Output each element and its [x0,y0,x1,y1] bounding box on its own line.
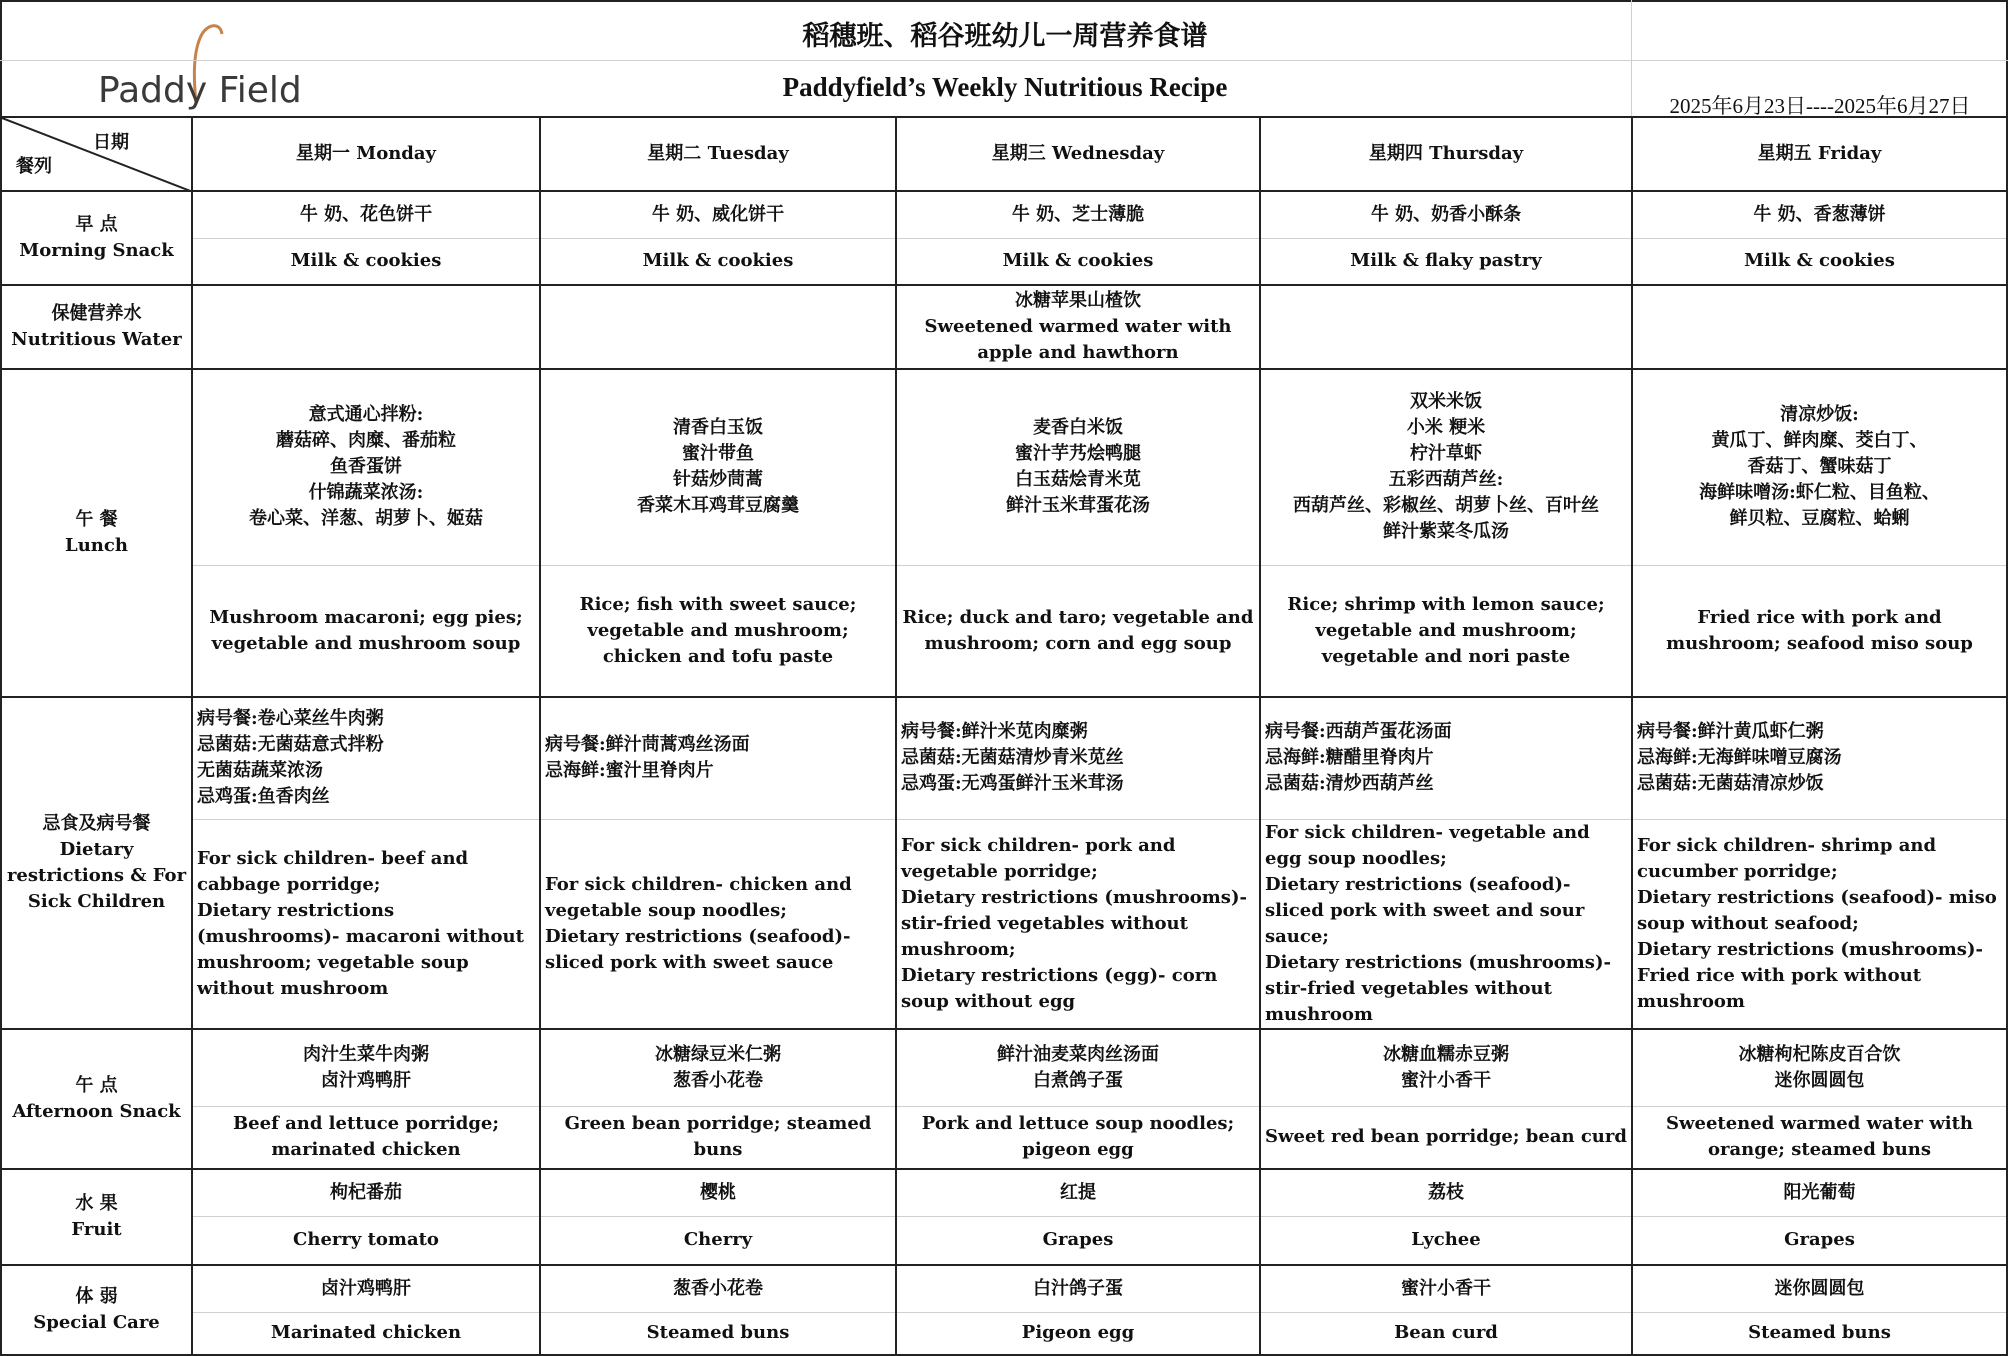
fruit-cn-fri: 阳光葡萄 [1632,1169,2007,1217]
lunch-line: 清香白玉饭 [673,417,763,439]
water-thu [1260,285,1632,369]
special-care-cn-mon: 卤汁鸡鸭肝 [192,1265,540,1313]
row-label-cn: 保健营养水 [51,303,142,324]
row-label-cn: 忌食及病号餐 [42,812,151,834]
page-title-en: Paddyfield’s Weekly Nutritious Recipe [782,72,1228,102]
lunch-line: 蘑菇碎、肉糜、番茄粒 [276,430,456,452]
row-label-en: Morning Snack [19,240,174,261]
snack-line: 卤汁鸡鸭肝 [321,1069,411,1091]
special-care-row-cn [1,1265,2007,1313]
morning-snack-cn-mon: 牛 奶、花色饼干 [192,191,540,238]
row-label-en: Nutritious Water [11,329,182,350]
lunch-en-wed: Rice; duck and taro; vegetable and mushroom; corn and egg soup [896,565,1260,697]
lunch-en-mon: Mushroom macaroni; egg pies; vegetable and mushroom soup [192,565,540,697]
morning-snack-cn-wed: 牛 奶、芝士薄脆 [896,191,1260,238]
snack-line: 冰糖枸杞陈皮百合饮 [1738,1043,1901,1065]
paddyfield-logo [80,12,310,112]
special-care-cn-wed: 白汁鸽子蛋 [896,1265,1260,1313]
morning-snack-en-wed: Milk & cookies [896,238,1260,285]
snack-line: 冰糖绿豆米仁粥 [655,1043,781,1065]
day-header-friday: 星期五 Friday [1632,117,2007,191]
fruit-en-tue: Cherry [540,1217,896,1265]
diet-row-cn [1,697,2007,819]
diet-row-en [1,819,2007,1029]
fruit-cn-thu: 荔枝 [1260,1169,1632,1217]
special-care-cn-tue: 葱香小花卷 [540,1265,896,1313]
row-label-en: Lunch [65,535,128,556]
diet-line: 忌菌菇:无菌菇意式拌粉 [197,734,384,756]
diet-line: 病号餐:卷心菜丝牛肉粥 [197,708,384,730]
fruit-cn-mon: 枸杞番茄 [192,1169,540,1217]
lunch-line: 针菇炒茼蒿 [673,469,763,491]
water-row [1,285,2007,369]
corner-meal-label: 餐列 [16,156,52,177]
lunch-en-tue: Rice; fish with sweet sauce; vegetable and mushroom; chicken and tofu paste [540,565,896,697]
special-care-en-wed: Pigeon egg [896,1313,1260,1355]
fruit-en-fri: Grapes [1632,1217,2007,1265]
morning-snack-cn-thu: 牛 奶、奶香小酥条 [1260,191,1632,238]
row-label-cn: 水 果 [75,1192,118,1214]
water-wed [896,285,1260,369]
header-date-divider [1631,0,1632,118]
morning-snack-en-tue: Milk & cookies [540,238,896,285]
afternoon-snack-row-cn [1,1029,2007,1107]
row-label-en: Special Care [33,1311,160,1333]
lunch-line: 海鲜味噌汤:虾仁粒、目鱼粒、 [1699,482,1940,504]
lunch-line: 麦香白米饭 [1033,417,1123,439]
lunch-row-en [1,565,2007,697]
diet-line: 忌菌菇:无菌菇清炒青米苋丝 [901,747,1124,769]
morning-snack-en-thu: Milk & flaky pastry [1260,238,1632,285]
snack-line: 鲜汁油麦菜肉丝汤面 [997,1043,1159,1065]
lunch-line: 蜜汁带鱼 [682,443,754,465]
morning-snack-row-cn [1,191,2007,238]
row-label-water [1,285,192,369]
day-header-monday: 星期一 Monday [192,117,540,191]
day-header-tuesday: 星期二 Tuesday [540,117,896,191]
diet-cn-mon [192,697,540,819]
diet-line: 忌鸡蛋:鱼香肉丝 [197,786,330,808]
afternoon-en-tue: Green bean porridge; steamed buns [540,1107,896,1169]
row-label-cn: 午 点 [75,1074,118,1096]
fruit-cn-wed: 红提 [896,1169,1260,1217]
row-label-cn: 早 点 [75,214,118,235]
page-title-cn: 稻穗班、稻谷班幼儿一周营养食谱 [802,21,1208,52]
day-header-wednesday: 星期三 Wednesday [896,117,1260,191]
afternoon-cn-wed [896,1029,1260,1107]
day-header-thursday: 星期四 Thursday [1260,117,1632,191]
lunch-cn-tue [540,369,896,565]
weekly-menu-table [0,116,2008,1356]
lunch-line: 香菜木耳鸡茸豆腐羹 [637,495,799,517]
lunch-line: 鱼香蛋饼 [330,456,402,478]
lunch-line: 清凉炒饭: [1780,404,1859,426]
diet-line: 病号餐:鲜汁茼蒿鸡丝汤面 [545,734,750,756]
afternoon-cn-thu [1260,1029,1632,1107]
water-mon [192,285,540,369]
diet-line: 忌海鲜:无海鲜味噌豆腐汤 [1637,747,1842,769]
special-care-en-tue: Steamed buns [540,1313,896,1355]
morning-snack-row-en [1,238,2007,285]
diet-line: 忌菌菇:无菌菇清凉炒饭 [1637,773,1824,795]
snack-line: 蜜汁小香干 [1401,1069,1491,1091]
lunch-cn-fri [1632,369,2007,565]
afternoon-en-fri: Sweetened warmed water with orange; steamed buns [1632,1107,2007,1169]
diet-line: 忌菌菇:清炒西葫芦丝 [1265,773,1434,795]
diet-cn-tue [540,697,896,819]
lunch-line: 西葫芦丝、彩椒丝、胡萝卜丝、百叶丝 [1293,495,1599,517]
snack-line: 冰糖血糯赤豆粥 [1383,1043,1509,1065]
lunch-cn-mon [192,369,540,565]
lunch-line: 香菇丁、蟹味菇丁 [1747,456,1892,478]
lunch-line: 卷心菜、洋葱、胡萝卜、姬菇 [249,508,483,530]
row-label-en: Fruit [71,1218,122,1240]
afternoon-snack-row-en [1,1107,2007,1169]
snack-line: 白煮鸽子蛋 [1033,1069,1123,1091]
morning-snack-en-mon: Milk & cookies [192,238,540,285]
lunch-line: 白玉菇烩青米苋 [1015,469,1141,491]
diet-cn-wed [896,697,1260,819]
snack-line: 迷你圆圆包 [1774,1069,1865,1091]
row-label-special-care [1,1265,192,1355]
row-label-diet [1,697,192,1029]
fruit-en-thu: Lychee [1260,1217,1632,1265]
afternoon-cn-mon [192,1029,540,1107]
morning-snack-cn-tue: 牛 奶、威化饼干 [540,191,896,238]
lunch-line: 什锦蔬菜浓汤: [308,482,424,504]
special-care-cn-fri: 迷你圆圆包 [1632,1265,2007,1313]
lunch-line: 鲜汁紫菜冬瓜汤 [1383,521,1509,543]
row-label-morning-snack [1,191,192,285]
special-care-en-fri: Steamed buns [1632,1313,2007,1355]
afternoon-en-mon: Beef and lettuce porridge; marinated chicken [192,1107,540,1169]
lunch-line: 柠汁草虾 [1410,443,1482,465]
diet-en-tue: For sick children- chicken and vegetable soup noodles; Dietary restrictions (seafood)- sliced pork with sweet sauce [540,819,896,1029]
morning-snack-cn-fri: 牛 奶、香葱薄饼 [1632,191,2007,238]
lunch-line: 意式通心拌粉: [308,404,424,426]
diet-line: 病号餐:西葫芦蛋花汤面 [1265,721,1452,743]
diet-cn-fri [1632,697,2007,819]
row-label-afternoon-snack [1,1029,192,1169]
diet-line: 无菌菇蔬菜浓汤 [197,760,323,782]
fruit-en-wed: Grapes [896,1217,1260,1265]
afternoon-en-thu: Sweet red bean porridge; bean curd [1260,1107,1632,1169]
lunch-line: 黄瓜丁、鲜肉糜、茭白丁、 [1711,430,1928,452]
water-wed-en: Sweetened warmed water with apple and hawthorn [924,316,1232,363]
row-label-en: Afternoon Snack [12,1100,181,1122]
lunch-line: 鲜汁玉米茸蛋花汤 [1006,495,1150,517]
snack-line: 肉汁生菜牛肉粥 [303,1043,429,1065]
frame-top-line [0,0,2008,2]
afternoon-cn-fri [1632,1029,2007,1107]
water-tue [540,285,896,369]
fruit-row-cn [1,1169,2007,1217]
diet-en-fri: For sick children- shrimp and cucumber porridge; Dietary restrictions (seafood)- miso soup without seafood; Dietary restrictions (mushrooms)- Fried rice with pork without mushroom [1632,819,2007,1029]
day-header-row [1,117,2007,191]
fruit-cn-tue: 樱桃 [540,1169,896,1217]
corner-date-label: 日期 [93,132,129,153]
special-care-en-mon: Marinated chicken [192,1313,540,1355]
lunch-en-fri: Fried rice with pork and mushroom; seafood miso soup [1632,565,2007,697]
lunch-line: 五彩西葫芦丝: [1388,469,1504,491]
lunch-en-thu: Rice; shrimp with lemon sauce; vegetable and mushroom; vegetable and nori paste [1260,565,1632,697]
fruit-en-mon: Cherry tomato [192,1217,540,1265]
frame-left-line [0,0,2,118]
row-label-fruit [1,1169,192,1265]
lunch-cn-wed [896,369,1260,565]
lunch-line: 小米 粳米 [1406,417,1486,439]
special-care-en-thu: Bean curd [1260,1313,1632,1355]
afternoon-en-wed: Pork and lettuce soup noodles; pigeon egg [896,1107,1260,1169]
row-label-cn: 体 弱 [75,1285,118,1307]
special-care-row-en [1,1313,2007,1355]
header-divider [0,60,2008,61]
diet-line: 忌海鲜:糖醋里脊肉片 [1265,747,1434,769]
afternoon-cn-tue [540,1029,896,1107]
date-range: 2025年6月23日----2025年6月27日 [1669,94,1971,118]
special-care-cn-thu: 蜜汁小香干 [1260,1265,1632,1313]
diet-en-mon: For sick children- beef and cabbage porridge; Dietary restrictions (mushrooms)- macaroni without mushroom; vegetable soup without mushroom [192,819,540,1029]
water-wed-cn: 冰糖苹果山楂饮 [1015,290,1141,311]
diet-cn-thu [1260,697,1632,819]
lunch-line: 双米米饭 [1410,391,1482,413]
diet-line: 病号餐:鲜汁米苋肉糜粥 [901,721,1088,743]
lunch-cn-thu [1260,369,1632,565]
lunch-row-cn [1,369,2007,565]
lunch-line: 鲜贝粒、豆腐粒、蛤蜊 [1729,508,1910,530]
diet-en-wed: For sick children- pork and vegetable porridge; Dietary restrictions (mushrooms)- stir-fried vegetables without mushroom; Dietary restrictions (egg)- corn soup without egg [896,819,1260,1029]
corner-cell [1,117,192,191]
logo-text: Paddy Field [98,70,302,111]
snack-line: 葱香小花卷 [673,1069,763,1091]
water-fri [1632,285,2007,369]
diet-line: 忌海鲜:蜜汁里脊肉片 [545,760,714,782]
row-label-cn: 午 餐 [75,509,118,530]
diet-line: 病号餐:鲜汁黄瓜虾仁粥 [1637,721,1824,743]
row-label-en: Dietary restrictions & For Sick Children [6,838,187,912]
fruit-row-en [1,1217,2007,1265]
diet-line: 忌鸡蛋:无鸡蛋鲜汁玉米茸汤 [901,773,1124,795]
diet-en-thu: For sick children- vegetable and egg soup noodles; Dietary restrictions (seafood)- sliced pork with sweet and sour sauce; Dietary restrictions (mushrooms)- stir-fried vegetables without mushroom [1260,819,1632,1029]
row-label-lunch [1,369,192,697]
morning-snack-en-fri: Milk & cookies [1632,238,2007,285]
lunch-line: 蜜汁芋艿烩鸭腿 [1015,443,1141,465]
